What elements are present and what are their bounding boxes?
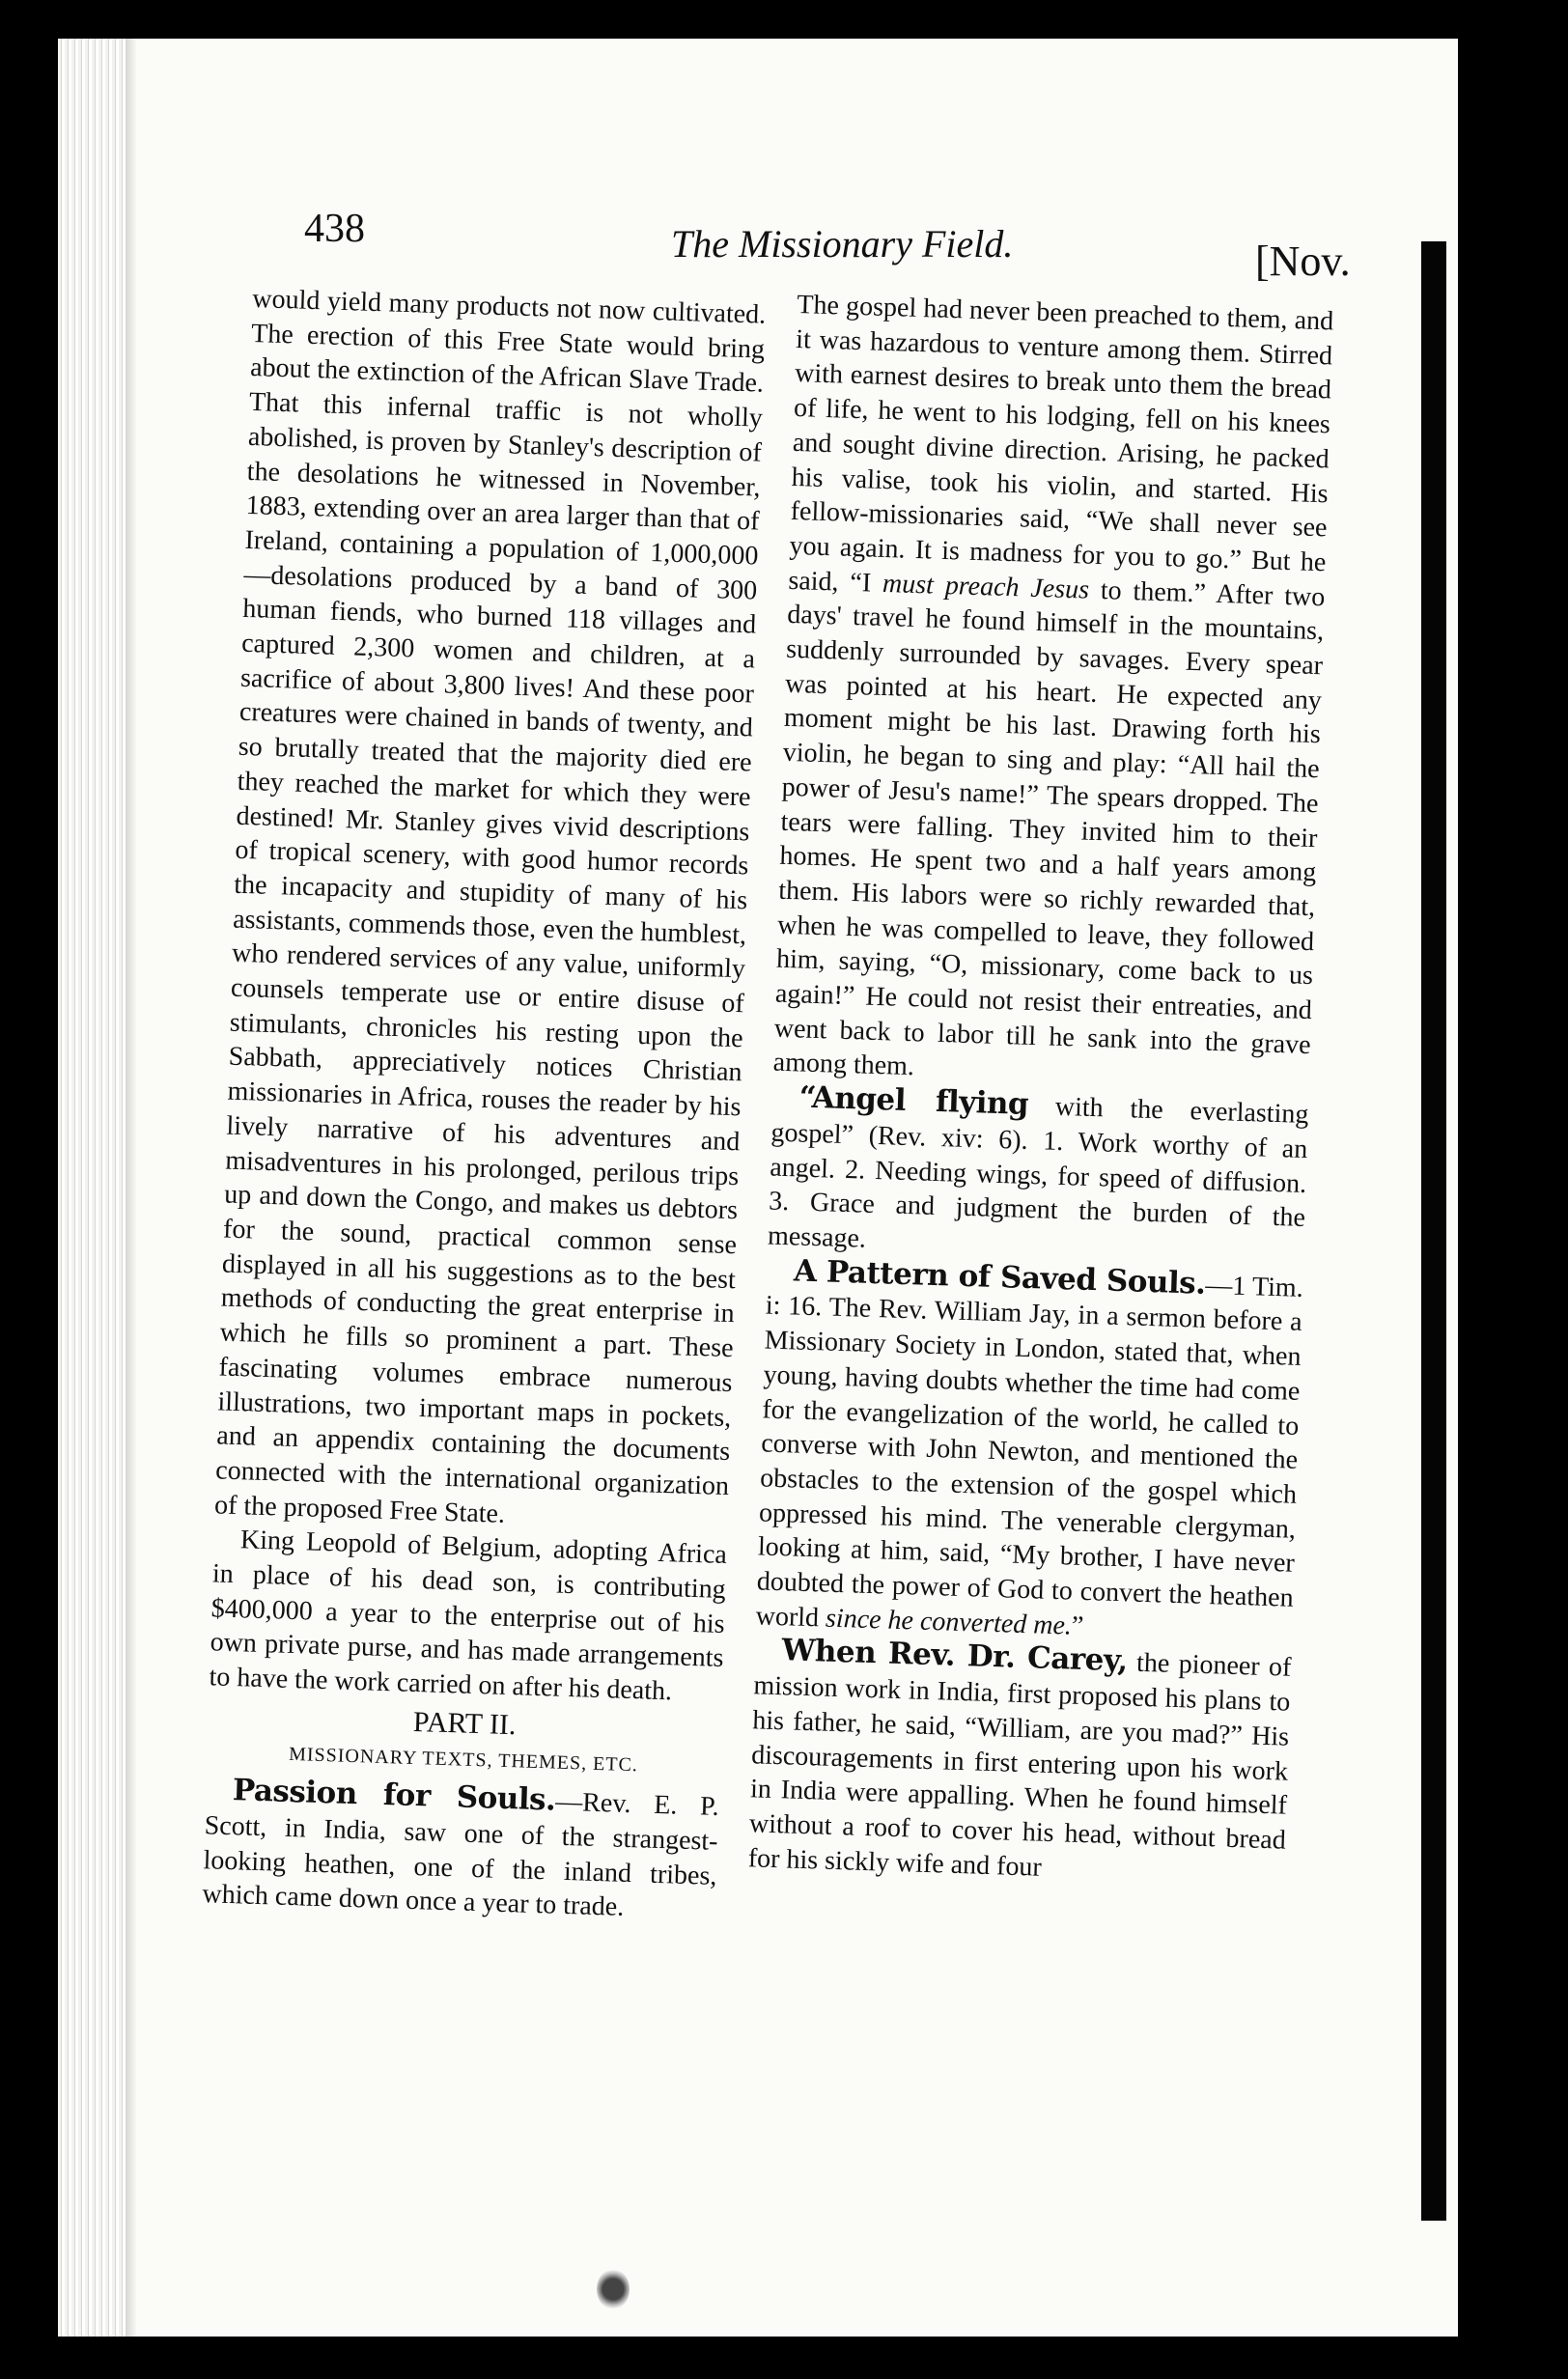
- paragraph-pattern-of-saved-souls: [755, 1253, 1303, 1650]
- passion-for-souls-text: —Rev. E. P. Scott, in India, saw one of the strangest-looking heathen, one of the inland tribes, which came down once a year to trade.: [202, 1786, 720, 1923]
- month-label: [Nov.: [1255, 238, 1351, 285]
- page-number: 438: [304, 207, 365, 251]
- scott-story-rest: to them.” After two days' travel he found himself in the mountains, suddenly surrounded by savages. Every spear was pointed at his heart. He expected any moment might be his last. Drawing forth his violin, he began to sing and play: “All hail the power of Jesu's name!” The spears dropped. The tears were falling. They invited him to their homes. He spent two and a half years among them. His labors were so richly rewarded that, when he was compelled to leave, they followed him, saying, “O, missionary, come back to us again!” He could not resist their entreaties, and went back to labor till he sank into the grave among them.: [772, 574, 1326, 1082]
- paragraph-scott-story: [772, 288, 1334, 1097]
- right-column: [747, 288, 1333, 1892]
- paragraph-dr-carey: [747, 1634, 1292, 1892]
- left-column: [202, 282, 767, 1928]
- paragraph-king-leopold: King Leopold of Belgium, adopting Africa in place of his dead son, is contributing $400,000 a year to the enterprise out of his own private purse, and has made arrangements to have the work carried on after his death.: [209, 1525, 728, 1707]
- pattern-text: —1 Tim. i: 16. The Rev. William Jay, in a sermon before a Missionary Society in London, stated that, when young, having doubts whether the time had come for the evangelization of the world, he called to converse with John Newton, and mentioned the obstacles to the extension of the gospel which oppressed his mind. The venerable clergyman, looking at him, said, “My brother, I have never doubted the power of God to convert the heathen world: [755, 1270, 1304, 1634]
- scott-story-italic: must preach Jesus: [882, 568, 1090, 605]
- runin-pattern-of-saved-souls: A Pattern of Saved Souls.: [793, 1253, 1207, 1301]
- part-heading: PART II.: [412, 1705, 517, 1742]
- part-subheading: MISSIONARY TEXTS, THEMES, ETC.: [288, 1743, 639, 1776]
- page-header: [285, 198, 1366, 285]
- running-title: The Missionary Field.: [671, 222, 1014, 266]
- paragraph-passion-for-souls: [202, 1773, 719, 1927]
- scan-border-bar: [1421, 241, 1446, 2221]
- ink-smudge: [597, 2269, 630, 2309]
- page-stack-edge: [58, 39, 126, 2337]
- runin-dr-carey: When Rev. Dr. Carey,: [781, 1633, 1129, 1679]
- dr-carey-text: the pioneer of mission work in India, first proposed his plans to his father, he said, “William, are you mad?” His discouragements in first entering upon his work in India were appalling. When he found himself without a roof to cover his head, without bread for his sickly wife and four: [747, 1648, 1292, 1883]
- paragraph-angel-flying: [768, 1080, 1309, 1271]
- runin-passion-for-souls: Passion for Souls.: [232, 1773, 556, 1818]
- runin-angel-flying: “Angel flying: [798, 1079, 1029, 1123]
- gutter-shadow: [126, 39, 137, 2337]
- pattern-italic: since he converted me.: [825, 1603, 1073, 1641]
- paragraph-stanley: would yield many products not now cultivated. The erection of this Free State would bring about the extinction of the African Slave Trade. That this infernal traffic is not wholly abolished, is proven by Stanley's description of the desolations he witnessed in November, 1883, extending over an area larger than that of Ireland, containing a population of 1,000,000—desolations produced by a band of 300 human fiends, who burned 118 villages and captured 2,300 women and children, at a sacrifice of about 3,800 lives! And these poor creatures were chained in bands of twenty, and so brutally treated that the majority died ere they reached the market for which they were destined! Mr. Stanley gives vivid descriptions of tropical scenery, with good humor records the incapacity and stupidity of many of his assistants, commends those, even the humblest, who rendered services of any value, uniformly counsels temperate use or entire disuse of stimulants, chronicles his resting upon the Sabbath, appreciatively notices Christian missionaries in Africa, rouses the reader by his lively narrative of his adventures and misadventures in his prolonged, perilous trips up and down the Congo, and makes us debtors for the sound, practical common sense displayed in all his suggestions as to the best methods of conducting the great enterprise in which he fills so prominent a part. These fascinating volumes embrace numerous illustrations, two important maps in pockets, and an appendix containing the documents connected with the international organization of the proposed Free State.: [213, 283, 767, 1529]
- angel-flying-text: with the everlasting gospel” (Rev. xiv: 6). 1. Work worthy of an angel. 2. Needing wings, for speed of diffusion. 3. Grace and judgment the burden of the message.: [767, 1091, 1309, 1254]
- scott-story-text: The gospel had never been preached to them, and it was hazardous to venture among them. Stirred with earnest desires to break unto them the bread of life, he went to his lodging, fell on his knees and sought divine direction. Arising, he packed his valise, took his violin, and started. His fellow-missionaries said, “We shall never see you again. It is madness for you to go.” But he said, “I: [787, 289, 1334, 599]
- pattern-end: ”: [1071, 1610, 1084, 1641]
